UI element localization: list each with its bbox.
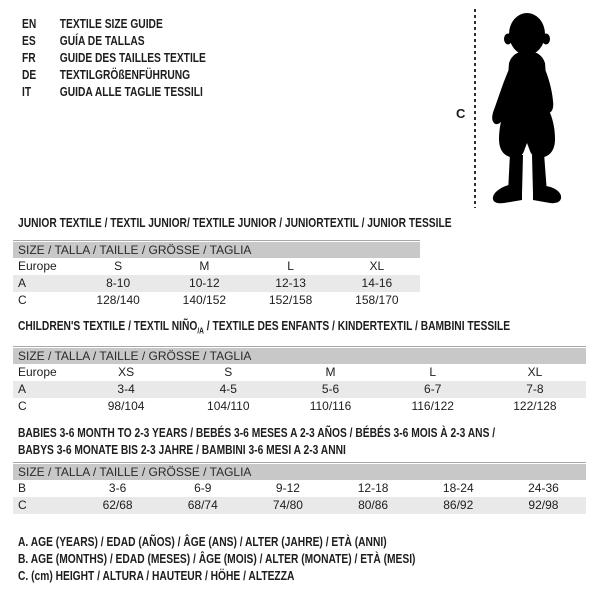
size-table-header: SIZE / TALLA / TAILLE / GRÖSSE / TAGLIA [13, 464, 586, 480]
table-cell: 80/86 [358, 498, 389, 512]
language-code: DE [22, 68, 37, 82]
table-top-line [13, 346, 586, 347]
junior-size-table [13, 240, 420, 309]
row-label: Europe [18, 259, 57, 273]
toddler-silhouette-icon [477, 7, 577, 207]
table-cell: S [224, 365, 233, 379]
table-cell: 6-7 [424, 382, 442, 396]
junior-section-heading: JUNIOR TEXTILE / TEXTIL JUNIOR/ TEXTILE JUNIOR / JUNIORTEXTIL / JUNIOR TESSILE [18, 216, 452, 230]
babies-section-heading-line1: BABIES 3-6 MONTH TO 2-3 YEARS / BEBÉS 3-6 MESES A 2-3 AÑOS / BÉBÉS 3-6 MOIS À 2-3 ANS / [18, 426, 496, 440]
language-code: IT [22, 85, 32, 99]
table-cell: M [199, 259, 210, 273]
size-table-header: SIZE / TALLA / TAILLE / GRÖSSE / TAGLIA [13, 242, 420, 258]
table-cell: 128/140 [96, 293, 140, 307]
table-cell: 3-6 [108, 481, 127, 495]
table-cell: 110/116 [309, 399, 352, 413]
table-row-age [13, 381, 586, 398]
table-cell: 12-18 [357, 481, 389, 495]
table-row-height [13, 398, 586, 415]
table-cell: 68/74 [187, 498, 218, 512]
table-row-height [13, 497, 586, 514]
row-label: C [18, 498, 27, 512]
footnote-legend [18, 534, 503, 585]
height-dashed-line [474, 9, 476, 208]
table-cell: XL [369, 259, 385, 273]
table-cell: 152/158 [268, 293, 313, 307]
language-code: ES [22, 34, 36, 48]
footnote-height: C. (cm) HEIGHT / ALTURA / HAUTEUR / HÖHE / ALTEZZA [18, 569, 295, 583]
language-row-it [22, 84, 206, 101]
table-cell: 18-24 [442, 481, 474, 495]
children-size-table [13, 346, 586, 415]
row-label: A [18, 276, 27, 290]
table-cell: 9-12 [275, 481, 300, 495]
children-heading-text: CHILDREN'S TEXTILE / TEXTIL NIÑO [18, 319, 198, 333]
table-cell: 74/80 [272, 498, 303, 512]
language-code: EN [22, 17, 37, 31]
row-label: B [18, 481, 27, 495]
table-cell: 62/68 [102, 498, 133, 512]
row-label: A [18, 382, 27, 396]
table-cell: 10-12 [189, 276, 220, 290]
children-section-heading [18, 318, 510, 340]
language-title: GUIDE DES TAILLES TEXTILE [59, 51, 206, 65]
table-cell: 7-8 [526, 382, 544, 396]
table-cell: 92/98 [528, 498, 559, 512]
size-table-header: SIZE / TALLA / TAILLE / GRÖSSE / TAGLIA [13, 348, 586, 364]
table-row-age [13, 275, 420, 292]
language-title: TEXTILE SIZE GUIDE [59, 17, 163, 31]
table-cell: 3-4 [117, 382, 135, 396]
height-measure-label: C [456, 106, 466, 121]
table-row-europe [13, 258, 420, 275]
table-cell: 8-10 [106, 276, 131, 290]
table-cell: 116/122 [411, 399, 454, 413]
table-top-line [13, 462, 586, 463]
table-cell: L [429, 365, 437, 379]
table-cell: 4-5 [219, 382, 237, 396]
table-cell: 24-36 [528, 481, 559, 495]
children-heading-subscript: /A [197, 326, 204, 336]
babies-size-table [13, 462, 586, 514]
table-cell: 14-16 [361, 276, 393, 290]
table-row-months [13, 480, 586, 497]
table-cell: 6-9 [194, 481, 212, 495]
table-cell: XS [118, 365, 135, 379]
table-cell: 98/104 [107, 399, 145, 413]
row-label: C [18, 399, 27, 413]
table-cell: 5-6 [321, 382, 340, 396]
table-row-height [13, 292, 420, 309]
table-cell: 12-13 [275, 276, 306, 290]
language-title: GUÍA DE TALLAS [59, 34, 145, 48]
footnote-age-years: A. AGE (YEARS) / EDAD (AÑOS) / ÂGE (ANS) / ALTER (JAHRE) / ETÀ (ANNI) [18, 535, 387, 549]
table-cell: 122/128 [513, 399, 557, 413]
table-cell: L [287, 259, 294, 273]
row-label: Europe [18, 365, 57, 379]
language-row-es [22, 33, 206, 50]
table-cell: XL [527, 365, 543, 379]
table-row-europe [13, 364, 586, 381]
language-title: TEXTILGRÖßENFÜHRUNG [59, 68, 191, 82]
language-title: GUIDA ALLE TAGLIE TESSILI [59, 85, 203, 99]
footnote-age-months: B. AGE (MONTHS) / EDAD (MESES) / ÂGE (MOIS) / ALTER (MONATE) / ETÀ (MESI) [18, 552, 416, 566]
language-code: FR [22, 51, 36, 65]
language-row-en [22, 16, 206, 33]
language-row-fr [22, 50, 206, 67]
table-cell: S [114, 259, 123, 273]
table-cell: M [325, 365, 336, 379]
table-cell: 104/110 [207, 399, 250, 413]
babies-section-heading-line2: BABYS 3-6 MONATE BIS 2-3 JAHRE / BAMBINI 3-6 MESI A 2-3 ANNI [18, 443, 346, 457]
table-cell: 158/170 [355, 293, 399, 307]
language-title-list [22, 16, 246, 101]
table-cell: 140/152 [182, 293, 227, 307]
children-heading-text: / TEXTILE DES ENFANTS / KINDERTEXTIL / BAMBINI TESSILE [203, 319, 511, 333]
table-top-line [13, 240, 420, 241]
row-label: C [18, 293, 27, 307]
table-cell: 86/92 [443, 498, 474, 512]
language-row-de [22, 67, 206, 84]
